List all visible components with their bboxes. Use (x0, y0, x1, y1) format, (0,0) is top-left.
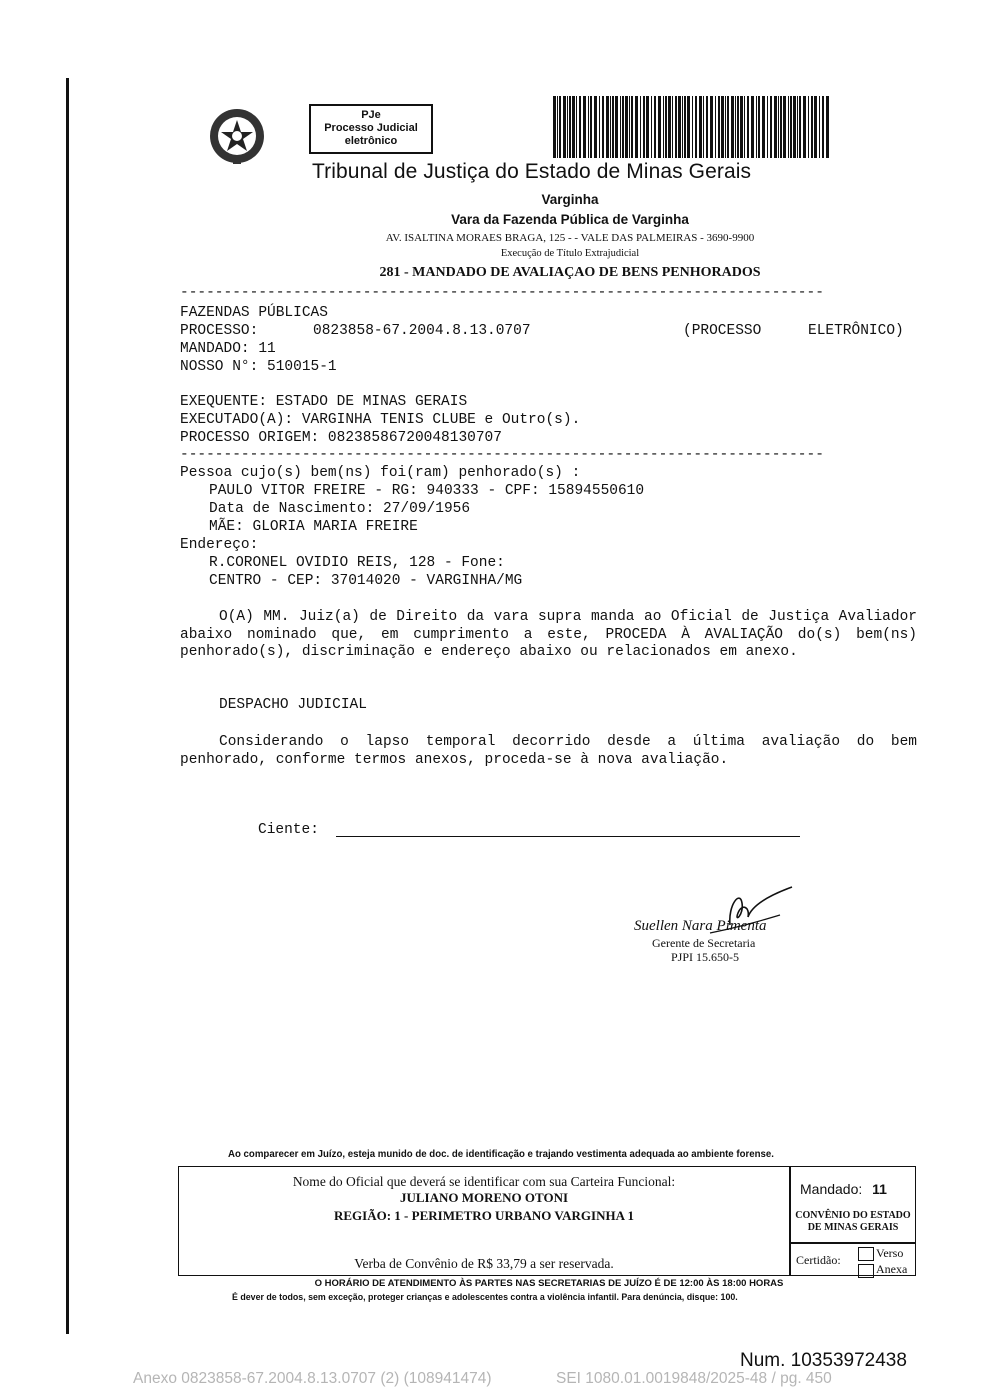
officer-label: Nome do Oficial que deverá se identificar com sua Carteira Funcional: (292, 1174, 676, 1189)
barcode-bar (583, 96, 586, 158)
barcode-bar (703, 96, 704, 158)
barcode-bar (594, 96, 597, 158)
barcode-bar (819, 96, 820, 158)
mandado-box-number: 11 (872, 1181, 887, 1197)
pje-line-3: eletrônico (344, 135, 398, 147)
barcode-bar (684, 96, 686, 158)
barcode-bar (631, 96, 633, 158)
anexo-label: Anexa (876, 1262, 908, 1277)
barcode-bar (695, 96, 697, 158)
barcode-bar (710, 96, 713, 158)
barcode-bar (744, 96, 745, 158)
person-intro: Pessoa cujo(s) bem(ns) foi(ram) penhorado(s) : (180, 465, 581, 481)
pje-line-2: Processo Judicial (324, 122, 418, 134)
barcode-bar (808, 96, 809, 158)
signer-role: Gerente de Secretaria (652, 936, 756, 950)
vara-name: Vara da Fazenda Pública de Varginha (451, 212, 689, 227)
fazendas-publicas: FAZENDAS PÚBLICAS (180, 305, 328, 321)
exequente: EXEQUENTE: ESTADO DE MINAS GERAIS (180, 394, 468, 410)
pje-logo-box (309, 104, 433, 154)
barcode-bar (737, 96, 739, 158)
barcode-bar (793, 96, 796, 158)
barcode-bar (758, 96, 760, 158)
barcode-bar (590, 96, 592, 158)
address-line-1: R.CORONEL OVIDIO REIS, 128 - Fone: (209, 555, 505, 571)
barcode-bar (625, 96, 628, 158)
barcode-bar (721, 96, 724, 158)
barcode-bar (599, 96, 600, 158)
certidao-label: Certidão: (796, 1253, 841, 1267)
barcode-bar (563, 96, 566, 158)
barcode-bar (612, 96, 614, 158)
barcode-bar (576, 96, 577, 158)
barcode-bar (715, 96, 716, 158)
certidao-options (858, 1245, 907, 1278)
barcode-bar (620, 96, 621, 158)
ciente-signature-line (336, 836, 800, 837)
barcode-bar (756, 96, 757, 158)
court-title: Tribunal de Justiça do Estado de Minas Gerais (312, 160, 752, 183)
signer-name: Suellen Nara Pimenta (634, 918, 767, 934)
barcode-bar (799, 96, 801, 158)
box-divider (789, 1242, 915, 1244)
anexo-checkbox[interactable] (858, 1264, 874, 1278)
barcode-bar (725, 96, 726, 158)
barcode-bar (622, 96, 624, 158)
horario-notice: O HORÁRIO DE ATENDIMENTO ÀS PARTES NAS SECRETARIAS DE JUÍZO É DE 12:00 ÀS 18:00 HORAS (314, 1278, 784, 1289)
verso-option[interactable] (858, 1245, 907, 1261)
executado: EXECUTADO(A): VARGINHA TENIS CLUBE e Outro(s). (180, 412, 581, 428)
barcode-bar (665, 96, 667, 158)
action-type: Execução de Título Extrajudicial (500, 248, 640, 259)
despacho-text: Considerando o lapso temporal decorrido desde a última avaliação do bem penhorado, conforme termos anexos, proceda-se à nova avaliação. (180, 734, 917, 768)
officer-name: JULIANO MORENO OTONI (399, 1190, 569, 1205)
barcode-bar (822, 96, 824, 158)
sei-reference: SEI 1080.01.0019848/2025-48 / pg. 450 (556, 1370, 832, 1387)
processo-number: 0823858-67.2004.8.13.0707 (313, 323, 531, 339)
barcode-bar (788, 96, 789, 158)
barcode-bar (658, 96, 661, 158)
barcode-bar (654, 96, 656, 158)
processo-eletronico-open: (PROCESSO (683, 323, 762, 339)
coat-of-arms-emblem (206, 106, 268, 166)
barcode-bar (770, 96, 772, 158)
convenio-label (790, 1210, 916, 1234)
pje-line-1: PJe (361, 109, 381, 121)
barcode-bar (615, 96, 618, 158)
barcode-bar (735, 96, 736, 158)
city-name: Varginha (541, 192, 599, 207)
barcode-bar (814, 96, 817, 158)
barcode-bar (811, 96, 813, 158)
barcode-bar (675, 96, 677, 158)
barcode-bar (588, 96, 589, 158)
barcode-bar (740, 96, 743, 158)
barcode-bar (610, 96, 611, 158)
order-paragraph: O(A) MM. Juiz(a) de Direito da vara supra manda ao Oficial de Justiça Avaliador abaixo nominado que, em cumprimento a este, PROCEDA À AVALIAÇÃO do(s) bem(ns) penhorado(s), discriminação e endereço abaixo ou relacionados em anexo. (180, 609, 917, 660)
barcode-bar (668, 96, 671, 158)
barcode-bar (767, 96, 768, 158)
barcode-bar (699, 96, 702, 158)
court-attire-notice: Ao comparecer em Juízo, esteja munido de doc. de identificação e trajando vestimenta adequada ao ambiente forense. (228, 1148, 774, 1160)
address-line-2: CENTRO - CEP: 37014020 - VARGINHA/MG (209, 573, 523, 589)
barcode-bar (826, 96, 829, 158)
barcode-bar (706, 96, 708, 158)
barcode-bar (783, 96, 786, 158)
processo-label: PROCESSO: (180, 323, 259, 339)
barcode-bar (751, 96, 754, 158)
barcode-bar (718, 96, 720, 158)
officer-region: REGIÃO: 1 - PERIMETRO URBANO VARGINHA 1 (334, 1208, 634, 1223)
address-label: Endereço: (180, 537, 259, 553)
mandado-number: MANDADO: 11 (180, 341, 276, 357)
barcode-bar (557, 96, 558, 158)
barcode-bar (663, 96, 664, 158)
convenio-line-1: CONVÊNIO DO ESTADO (795, 1210, 911, 1221)
barcode-bar (646, 96, 649, 158)
verso-label: Verso (876, 1246, 904, 1260)
verso-checkbox[interactable] (858, 1247, 874, 1261)
signer-id: PJPI 15.650-5 (671, 950, 740, 964)
barcode-bar (803, 96, 806, 158)
barcode-bar (797, 96, 798, 158)
court-address: AV. ISALTINA MORAES BRAGA, 125 - - VALE DAS PALMEIRAS - 3690-9900 (385, 232, 755, 244)
barcode-bar (569, 96, 571, 158)
person-birth-date: Data de Nascimento: 27/09/1956 (209, 501, 471, 517)
barcode-bar (606, 96, 609, 158)
nosso-numero: NOSSO N°: 510015-1 (180, 359, 337, 375)
barcode-bar (678, 96, 681, 158)
barcode-bar (640, 96, 641, 158)
despacho-title: DESPACHO JUDICIAL (219, 697, 367, 713)
ciente-label: Ciente: (258, 822, 319, 838)
child-protection-notice: É dever de todos, sem exceção, proteger crianças e adolescentes contra a violência infantil. Para denúncia, disque: 100. (232, 1292, 738, 1303)
barcode-bar (672, 96, 673, 158)
barcode-bar (602, 96, 604, 158)
barcode (553, 96, 829, 158)
person-mother: MÃE: GLORIA MARIA FREIRE (209, 519, 418, 535)
barcode-bar (572, 96, 575, 158)
barcode-bar (643, 96, 645, 158)
convenio-line-2: DE MINAS GERAIS (807, 1222, 899, 1233)
barcode-bar (687, 96, 690, 158)
barcode-bar (790, 96, 792, 158)
document-title: 281 - MANDADO DE AVALIAÇAO DE BENS PENHORADOS (379, 265, 761, 280)
barcode-bar (579, 96, 581, 158)
processo-origem: PROCESSO ORIGEM: 08238586720048130707 (180, 430, 502, 446)
barcode-bar (774, 96, 777, 158)
anexo-option[interactable] (858, 1261, 907, 1277)
separator-line: -------------------------------------------------------------------------- (180, 447, 824, 463)
barcode-bar (559, 96, 561, 158)
barcode-bar (651, 96, 652, 158)
barcode-bar (692, 96, 693, 158)
barcode-bar (635, 96, 638, 158)
barcode-bar (567, 96, 568, 158)
separator-line: -------------------------------------------------------------------------- (180, 285, 824, 301)
barcode-bar (747, 96, 749, 158)
mandado-label-text: Mandado: (800, 1181, 863, 1197)
document-number-stamp: Num. 10353972438 (740, 1350, 907, 1371)
barcode-bar (629, 96, 630, 158)
barcode-bar (762, 96, 765, 158)
anexo-reference: Anexo 0823858-67.2004.8.13.0707 (2) (108941474) (133, 1370, 492, 1387)
barcode-bar (727, 96, 729, 158)
barcode-bar (731, 96, 734, 158)
verba-convenio: Verba de Convênio de R$ 33,79 a ser reservada. (354, 1256, 614, 1271)
person-name-rg-cpf: PAULO VITOR FREIRE - RG: 940333 - CPF: 15894550610 (209, 483, 645, 499)
page-margin-bar (66, 78, 69, 1334)
mandado-label (800, 1181, 887, 1197)
barcode-bar (553, 96, 556, 158)
barcode-bar (682, 96, 683, 158)
barcode-bar (778, 96, 779, 158)
processo-eletronico-close: ELETRÔNICO) (808, 323, 904, 339)
barcode-bar (780, 96, 782, 158)
